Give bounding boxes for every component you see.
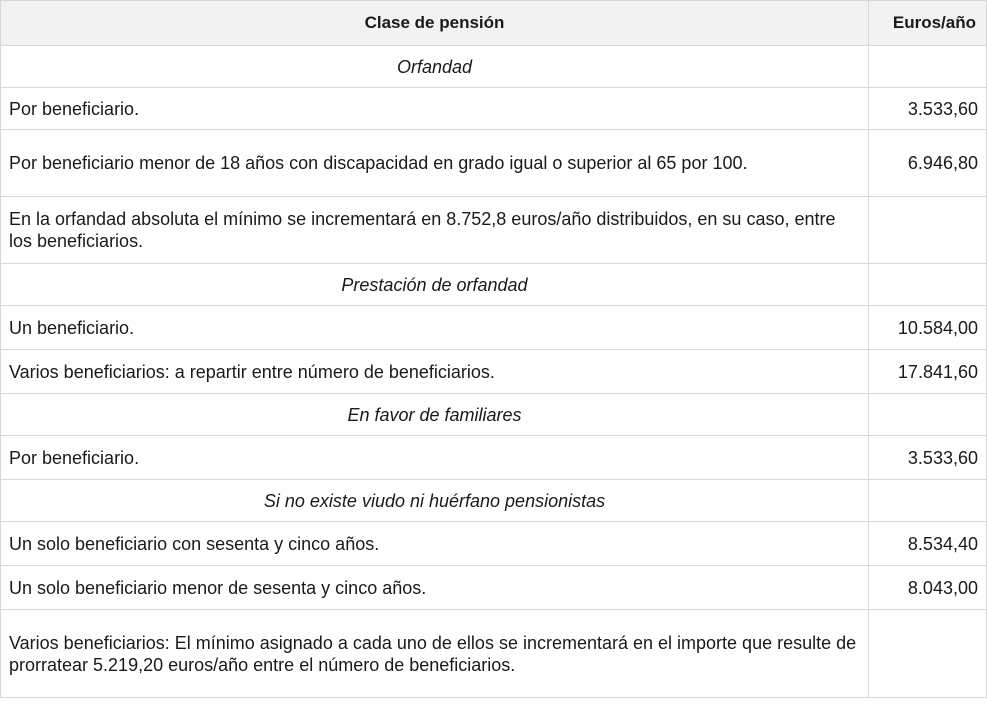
row-description: Varios beneficiarios: a repartir entre número de beneficiarios. <box>1 350 869 394</box>
table-row <box>1 522 987 566</box>
table-row <box>1 88 987 130</box>
table-row <box>1 350 987 394</box>
amount-cell: 8.043,00 <box>869 566 987 610</box>
section-title: En favor de familiares <box>1 394 869 436</box>
table-row <box>1 306 987 350</box>
amount-cell <box>869 46 987 88</box>
amount-cell: 17.841,60 <box>869 350 987 394</box>
amount-cell: 3.533,60 <box>869 436 987 480</box>
row-description: Un solo beneficiario con sesenta y cinco años. <box>1 522 869 566</box>
row-description: Varios beneficiarios: El mínimo asignado a cada uno de ellos se incrementará en el importe que resulte de prorratear 5.219,20 euros/año entre el número de beneficiarios. <box>1 610 869 698</box>
table-row <box>1 130 987 197</box>
amount-cell <box>869 394 987 436</box>
section-row-sin-viudo-huerfano <box>1 480 987 522</box>
row-description: Por beneficiario. <box>1 436 869 480</box>
row-description: Un beneficiario. <box>1 306 869 350</box>
row-description: Por beneficiario. <box>1 88 869 130</box>
amount-cell: 6.946,80 <box>869 130 987 197</box>
amount-cell <box>869 480 987 522</box>
amount-cell <box>869 264 987 306</box>
table-row <box>1 436 987 480</box>
amount-cell: 8.534,40 <box>869 522 987 566</box>
table-row <box>1 566 987 610</box>
column-header-amount: Euros/año <box>869 1 987 46</box>
amount-cell <box>869 610 987 698</box>
section-row-orfandad <box>1 46 987 88</box>
amount-cell: 10.584,00 <box>869 306 987 350</box>
table-row <box>1 610 987 698</box>
amount-cell <box>869 197 987 264</box>
row-description: Un solo beneficiario menor de sesenta y cinco años. <box>1 566 869 610</box>
section-row-prestacion-orfandad <box>1 264 987 306</box>
amount-cell: 3.533,60 <box>869 88 987 130</box>
table-row <box>1 197 987 264</box>
section-title: Orfandad <box>1 46 869 88</box>
section-title: Prestación de orfandad <box>1 264 869 306</box>
column-header-class: Clase de pensión <box>1 1 869 46</box>
section-row-favor-familiares <box>1 394 987 436</box>
row-description: Por beneficiario menor de 18 años con discapacidad en grado igual o superior al 65 por 100. <box>1 130 869 197</box>
table-header-row <box>1 1 987 46</box>
section-title: Si no existe viudo ni huérfano pensionistas <box>1 480 869 522</box>
row-description: En la orfandad absoluta el mínimo se incrementará en 8.752,8 euros/año distribuidos, en su caso, entre los beneficiarios. <box>1 197 869 264</box>
